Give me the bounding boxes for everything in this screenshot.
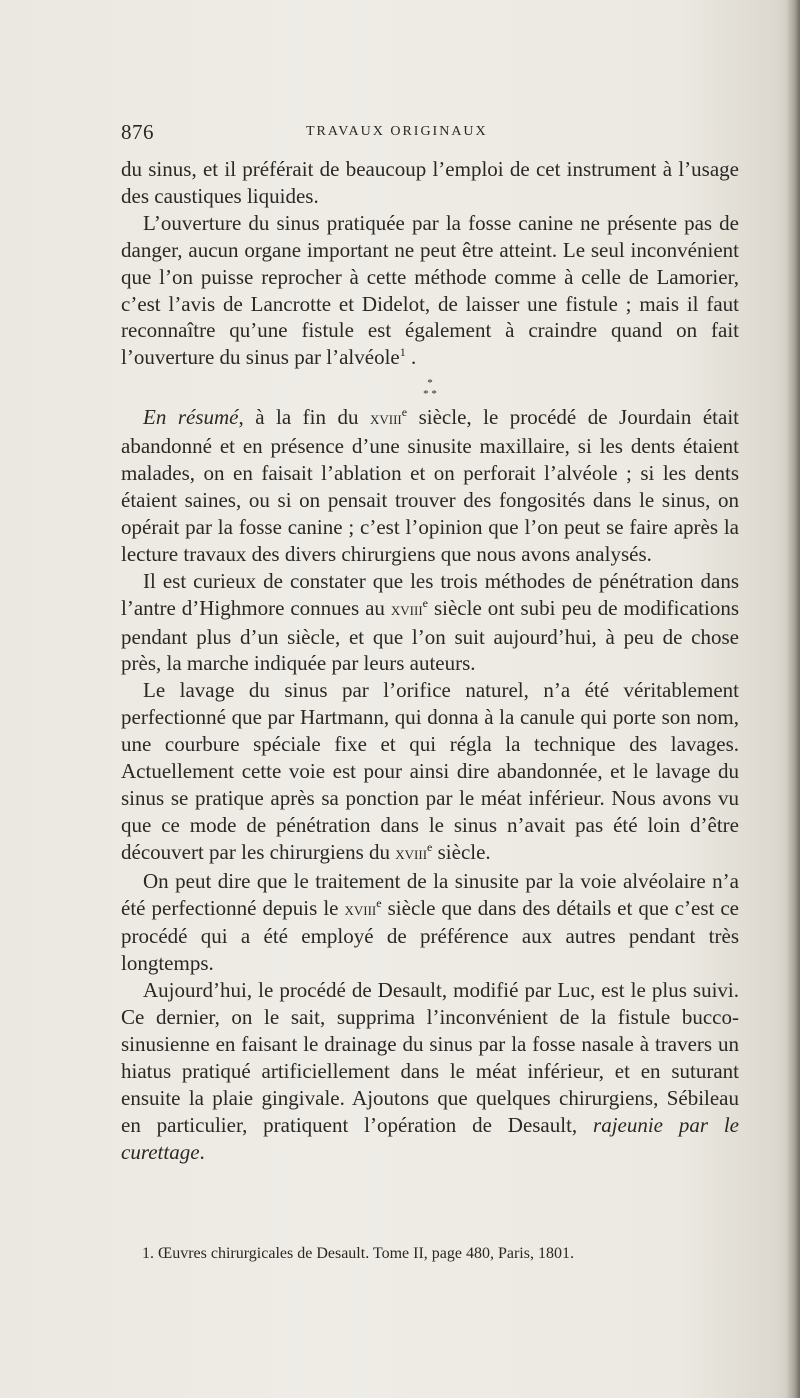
italic-tail: rajeunie par le curettage (121, 1112, 739, 1164)
paragraph-1: du sinus, et il préférait de beaucoup l’emploi de cet instrument à l’usage des caustiques liquides. (121, 157, 739, 208)
page-number: 876 (121, 120, 154, 144)
paragraph-2: L’ouverture du sinus pratiquée par la fosse canine ne présente pas de danger, aucun organe important ne peut être atteint. Le seul inconvénient que l’on puisse reprocher à cette méthode comme à celle de Lamorier, c’est l’avis de Lancrotte et Didelot, de laisser une fistule ; mais il faut reconnaître qu’une fistule est également à craindre quand on fait l’ouverture du sinus par l’alvéole$^1$ . (121, 210, 739, 370)
page-edge-shadow (786, 0, 800, 1398)
paragraph-5: Le lavage du sinus par l’orifice naturel, n’a été véritablement perfectionné que par Hartmann, qui donna à la canule qui porte son nom, une courbure spéciale fixe et qui régla la technique des lavages. Actuellement cette voie est pour ainsi dire abandonnée, et le lavage du sinus se pratique après sa ponction par le méat inférieur. Nous avons vu que ce mode de pénétration dans le sinus n’avait pas été loin d’être découvert par les chirurgiens du xviii$^e$ siècle. (121, 678, 739, 864)
paragraph-7: Aujourd’hui, le procédé de Desault, modifié par Luc, est le plus suivi. Ce dernier, on le sait, supprima l’inconvénient de la fistule bucco-sinusienne en faisant le drainage du sinus par la fosse nasale à travers un hiatus pratiqué artificiellement dans le méat inférieur, et en suturant ensuite la plaie gingivale. Ajoutons que quelques chirurgiens, Sébileau en particulier, pratiquent l’opération de Desault, rajeunie par le curettage. (121, 978, 739, 1164)
running-head: TRAVAUX ORIGINAUX (306, 124, 488, 139)
paragraph-3: En résumé, à la fin du xviii$^e$ siècle, le procédé de Jourdain était abandonné et en présence d’une sinusite maxillaire, si les dents étaient malades, on en faisait l’ablation et on perforait l’alvéole ; si les dents étaient saines, ou si on pensait trouver des fongosités dans le sinus, on opérait par la fosse canine ; c’est l’opinion que l’on peut se faire après la lecture travaux des divers chirurgiens que nous avons analysés. (121, 405, 739, 566)
footnote-ref: 1 (399, 345, 406, 360)
paragraph-6: On peut dire que le traitement de la sinusite par la voie alvéolaire n’a été perfectionné depuis le xviii$^e$ siècle que dans des détails et que c’est ce procédé qui a été employé de préférence aux autres pendant très longtemps. (121, 868, 739, 976)
footnote (142, 1244, 742, 1264)
page-header (121, 120, 731, 150)
body-text (121, 156, 739, 1166)
footnote-text: Œuvres chirurgicales de Desault. Tome II, page 480, Paris, 1801. (158, 1245, 574, 1262)
asterism (121, 378, 739, 400)
footnote-marker: 1. (142, 1245, 154, 1262)
italic-lead: En résumé (143, 405, 239, 430)
asterism-top: * (427, 377, 433, 390)
asterism-bottom: * * (423, 388, 437, 401)
paragraph-4: Il est curieux de constater que les trois méthodes de pénétration dans l’antre d’Highmore connues au xviii$^e$ siècle ont subi peu de modifications pendant plus d’un siècle, et que l’on suit aujourd’hui, à peu de chose près, la marche indiquée par leurs auteurs. (121, 568, 739, 676)
